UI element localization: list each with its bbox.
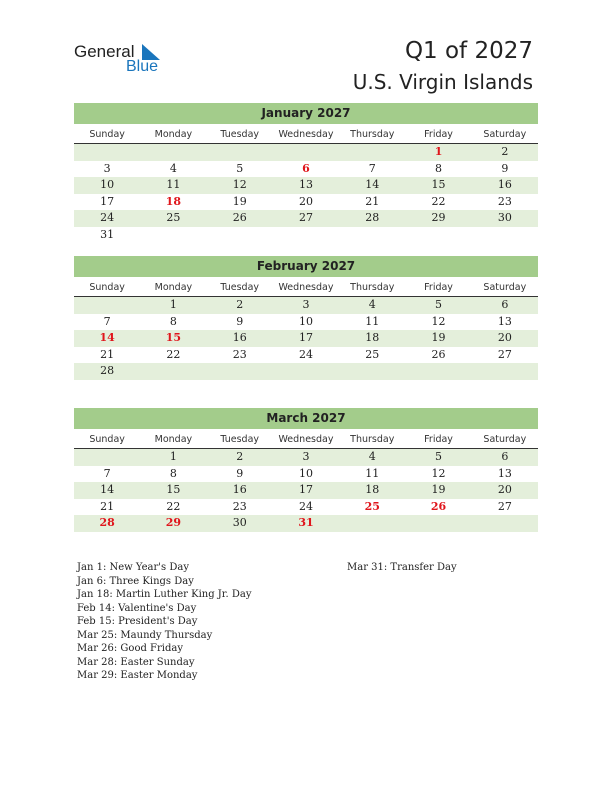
day-cell: 16	[232, 483, 247, 497]
brand-name-blue: Blue	[126, 58, 159, 75]
day-cell	[273, 144, 339, 161]
day-cell: 26	[232, 211, 247, 225]
week-row	[74, 330, 538, 347]
weekday-label: Tuesday	[220, 434, 260, 445]
month-march	[74, 408, 538, 532]
weekday-label: Friday	[424, 129, 453, 140]
weekday-label: Monday	[154, 434, 193, 445]
day-cell	[273, 363, 339, 380]
day-cell: 1	[169, 298, 177, 311]
day-cell: 3	[103, 161, 111, 175]
month-title: March 2027	[74, 408, 538, 429]
brand-logo	[74, 42, 174, 78]
day-cell: 5	[435, 450, 443, 463]
day-cell: 21	[100, 347, 115, 361]
day-cell: 4	[169, 161, 177, 175]
day-cell: 17	[298, 331, 313, 345]
day-cell: 22	[166, 499, 181, 513]
week-row	[74, 347, 538, 364]
day-cell: 24	[100, 211, 115, 225]
week-row	[74, 227, 538, 244]
day-cell: 15	[165, 331, 182, 345]
day-cell	[339, 363, 405, 380]
day-cell: 31	[298, 516, 314, 530]
weekday-label: Monday	[154, 129, 193, 140]
day-cell	[405, 515, 471, 532]
week-row	[74, 466, 538, 483]
day-cell: 11	[365, 314, 380, 328]
day-cell: 13	[298, 178, 313, 192]
day-cell: 23	[497, 194, 512, 208]
day-cell: 20	[298, 194, 313, 208]
day-cell	[140, 363, 206, 380]
month-january	[74, 103, 538, 244]
day-cell: 8	[435, 161, 443, 175]
holiday-note: Mar 26: Good Friday	[77, 643, 183, 654]
day-cell: 25	[365, 347, 380, 361]
week-row	[74, 499, 538, 516]
week-row	[74, 144, 538, 161]
day-cell: 23	[232, 499, 247, 513]
day-cell: 22	[431, 194, 446, 208]
weekday-label: Wednesday	[278, 129, 334, 140]
weekday-label: Saturday	[483, 434, 527, 445]
week-row	[74, 363, 538, 380]
week-row	[74, 210, 538, 227]
month-title: January 2027	[74, 103, 538, 124]
day-cell: 16	[232, 331, 247, 345]
day-cell	[405, 363, 471, 380]
day-cell: 29	[165, 516, 182, 530]
holiday-note: Jan 6: Three Kings Day	[77, 575, 194, 587]
holiday-notes-left	[77, 561, 251, 683]
day-cell: 2	[236, 298, 244, 311]
day-cell: 10	[298, 466, 313, 480]
weekday-label: Tuesday	[220, 282, 260, 293]
holiday-note: Jan 18: Martin Luther King Jr. Day	[77, 589, 252, 600]
weekday-label: Friday	[424, 434, 453, 445]
weekday-header	[74, 431, 538, 449]
holiday-note: Mar 28: Easter Sunday	[77, 656, 195, 668]
day-cell: 4	[368, 298, 376, 311]
weekday-label: Wednesday	[278, 434, 334, 445]
weekday-label: Saturday	[483, 129, 527, 140]
day-cell: 12	[232, 178, 247, 192]
day-cell: 27	[497, 499, 512, 513]
day-cell: 24	[298, 499, 313, 513]
week-row	[74, 449, 538, 466]
day-cell	[339, 515, 405, 532]
weekday-label: Thursday	[350, 129, 395, 140]
day-cell	[74, 449, 140, 466]
weekday-label: Wednesday	[278, 282, 334, 293]
day-cell: 2	[236, 450, 244, 463]
day-cell	[472, 515, 538, 532]
day-cell	[140, 144, 206, 161]
day-cell: 18	[165, 194, 182, 208]
day-cell: 12	[431, 466, 446, 480]
day-cell: 12	[431, 314, 446, 328]
day-cell: 18	[365, 331, 380, 345]
day-cell: 25	[166, 211, 181, 225]
day-cell: 17	[100, 194, 115, 208]
day-cell	[140, 227, 206, 244]
day-cell: 14	[365, 178, 380, 192]
day-cell: 20	[497, 331, 512, 345]
day-cell	[472, 227, 538, 244]
day-cell: 5	[435, 298, 443, 311]
week-row	[74, 515, 538, 532]
weekday-label: Friday	[424, 282, 453, 293]
day-cell: 21	[100, 499, 115, 513]
weekday-label: Monday	[154, 282, 193, 293]
day-cell: 1	[169, 450, 177, 463]
day-cell: 9	[236, 466, 244, 480]
weekday-label: Sunday	[89, 129, 125, 140]
weekday-label: Sunday	[89, 434, 125, 445]
day-cell	[405, 227, 471, 244]
day-cell: 30	[497, 211, 512, 225]
day-cell: 14	[99, 331, 115, 345]
day-cell	[339, 144, 405, 161]
day-cell: 16	[497, 178, 512, 192]
day-cell: 8	[169, 466, 177, 480]
day-cell: 27	[497, 347, 512, 361]
day-cell: 15	[166, 483, 181, 497]
day-cell	[207, 144, 273, 161]
day-cell: 29	[431, 211, 446, 225]
weekday-label: Saturday	[483, 282, 527, 293]
holiday-note: Mar 29: Easter Monday	[77, 670, 198, 681]
page-subtitle: U.S. Virgin Islands	[352, 70, 533, 94]
week-row	[74, 177, 538, 194]
day-cell: 1	[434, 145, 443, 158]
day-cell: 26	[430, 499, 447, 513]
week-row	[74, 482, 538, 499]
weekday-header	[74, 126, 538, 144]
day-cell: 17	[298, 483, 313, 497]
day-cell: 15	[431, 178, 446, 192]
day-cell: 19	[431, 331, 446, 345]
week-row	[74, 161, 538, 178]
week-row	[74, 297, 538, 314]
day-cell: 7	[368, 161, 376, 175]
day-cell: 6	[302, 161, 310, 175]
day-cell: 28	[99, 516, 115, 530]
day-cell: 21	[365, 194, 380, 208]
day-cell: 26	[431, 347, 446, 361]
week-row	[74, 194, 538, 211]
day-cell: 7	[103, 466, 111, 480]
holiday-note: Mar 25: Maundy Thursday	[77, 629, 213, 641]
weekday-header	[74, 279, 538, 297]
weekday-label: Thursday	[350, 434, 395, 445]
day-cell	[472, 363, 538, 380]
day-cell: 30	[232, 516, 247, 530]
day-cell: 22	[166, 347, 181, 361]
week-row	[74, 314, 538, 331]
day-cell: 20	[497, 483, 512, 497]
day-cell: 2	[501, 145, 509, 158]
month-title: February 2027	[74, 256, 538, 277]
weekday-label: Thursday	[350, 282, 395, 293]
holiday-note: Feb 14: Valentine's Day	[77, 602, 197, 614]
weekday-label: Tuesday	[220, 129, 260, 140]
day-cell: 13	[497, 466, 512, 480]
day-cell: 9	[236, 314, 244, 328]
month-february	[74, 256, 538, 380]
day-cell: 18	[365, 483, 380, 497]
day-cell: 27	[298, 211, 313, 225]
day-cell: 19	[431, 483, 446, 497]
day-cell	[273, 227, 339, 244]
day-cell: 4	[368, 450, 376, 463]
holiday-notes-right	[347, 561, 457, 575]
day-cell: 28	[100, 364, 115, 378]
day-cell: 5	[236, 161, 244, 175]
day-cell	[74, 297, 140, 314]
day-cell: 7	[103, 314, 111, 328]
day-cell	[339, 227, 405, 244]
day-cell: 10	[100, 178, 115, 192]
day-cell: 13	[497, 314, 512, 328]
day-cell	[207, 227, 273, 244]
day-cell: 11	[166, 178, 181, 192]
day-cell: 10	[298, 314, 313, 328]
day-cell: 3	[302, 450, 310, 463]
day-cell: 11	[365, 466, 380, 480]
day-cell: 6	[501, 298, 509, 311]
holiday-note: Jan 1: New Year's Day	[77, 562, 189, 573]
day-cell: 19	[232, 194, 247, 208]
day-cell: 8	[169, 314, 177, 328]
day-cell: 3	[302, 298, 310, 311]
brand-name-general: General	[74, 42, 135, 61]
day-cell	[207, 363, 273, 380]
day-cell: 6	[501, 450, 509, 463]
page-title: Q1 of 2027	[404, 38, 533, 64]
weekday-label: Sunday	[89, 282, 125, 293]
day-cell: 25	[364, 499, 380, 513]
day-cell: 9	[501, 161, 509, 175]
day-cell: 24	[298, 347, 313, 361]
holiday-note: Feb 15: President's Day	[77, 616, 198, 627]
holiday-note: Mar 31: Transfer Day	[347, 562, 457, 573]
day-cell: 23	[232, 347, 247, 361]
day-cell: 28	[365, 211, 380, 225]
day-cell: 14	[100, 483, 115, 497]
day-cell: 31	[100, 227, 115, 241]
day-cell	[74, 144, 140, 161]
